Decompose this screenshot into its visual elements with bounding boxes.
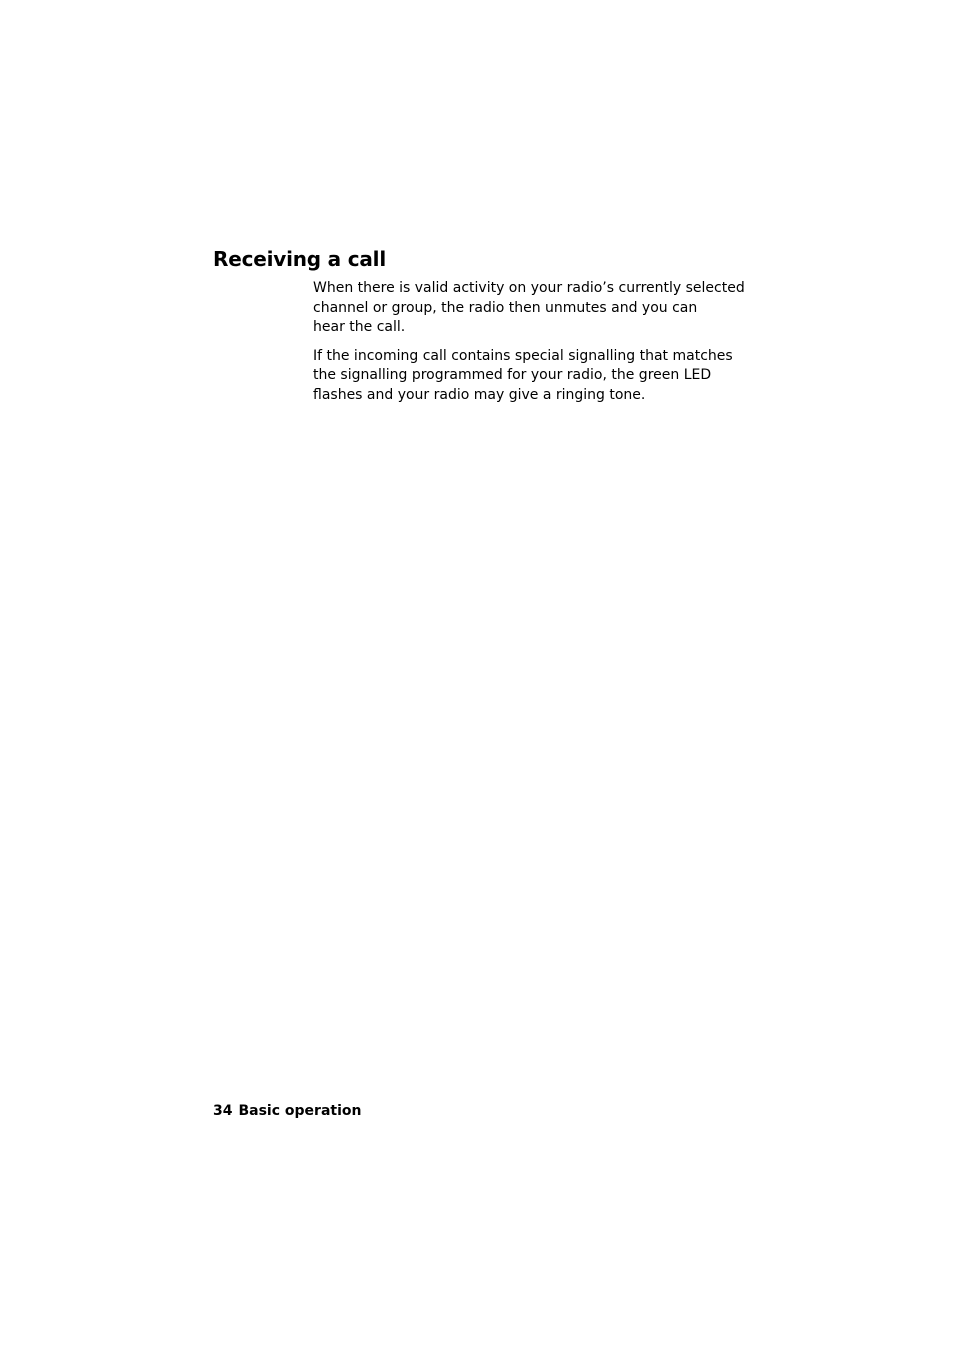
paragraph-valid-activity <box>313 279 745 338</box>
text-line: the signalling programmed for your radio, the green LED <box>313 367 712 383</box>
text-line: channel or group, the radio then unmutes and you can <box>313 299 698 316</box>
text-line: hear the call. <box>313 319 406 335</box>
section-heading: Receiving a call <box>213 247 386 271</box>
page-footer <box>213 1101 361 1121</box>
text-line: If the incoming call contains special signalling that matches <box>313 347 733 364</box>
chapter-title: Basic operation <box>238 1103 362 1119</box>
paragraph-special-signalling <box>313 347 733 406</box>
section-body <box>313 279 745 414</box>
text-line: flashes and your radio may give a ringing tone. <box>313 386 646 403</box>
page-number: 34 <box>213 1103 233 1119</box>
text-line: When there is valid activity on your radio’s currently selected <box>313 280 745 296</box>
